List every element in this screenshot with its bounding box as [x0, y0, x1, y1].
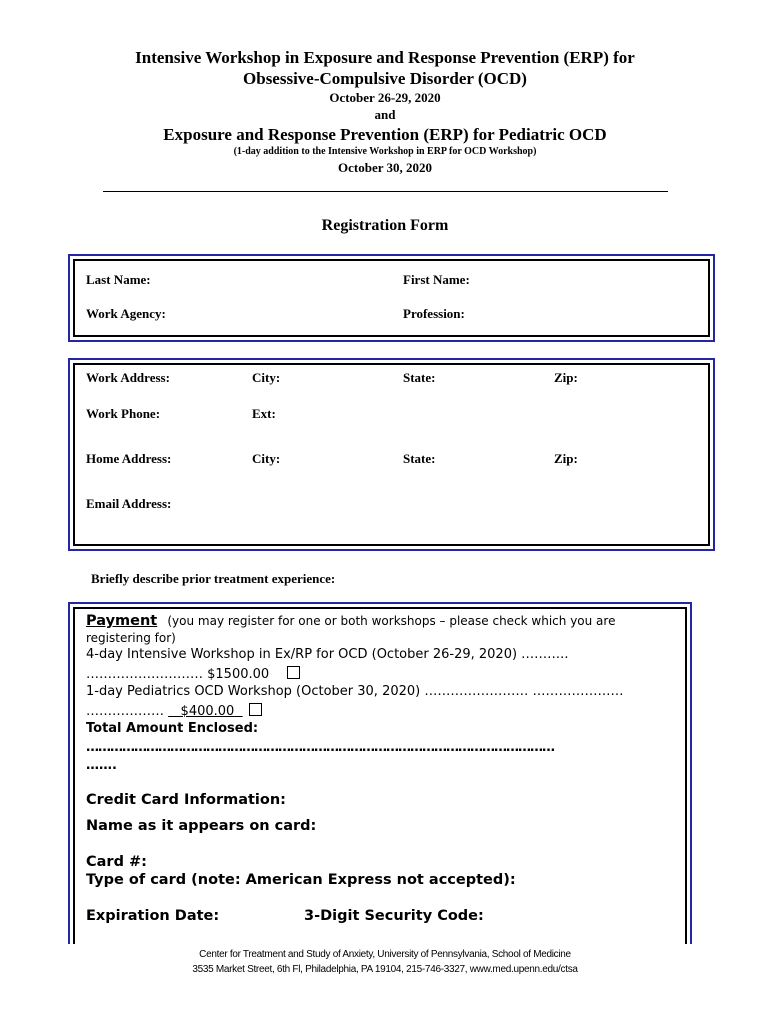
name-on-card-field[interactable]: Name as it appears on card: [86, 818, 317, 834]
workshop-subnote: (1-day addition to the Intensive Workshop in ERP for OCD Workshop) [233, 146, 537, 157]
workshop-date-1: October 26-29, 2020 [329, 90, 441, 105]
expiration-date-field[interactable]: Expiration Date: [86, 908, 220, 924]
email-address-field[interactable]: Email Address: [86, 496, 172, 511]
last-name-field[interactable]: Last Name: [86, 272, 151, 287]
total-amount-label: Total Amount Enclosed: [86, 721, 259, 736]
option2-dots: ……………… [86, 704, 169, 719]
option1-price-line [86, 666, 300, 682]
option2-price-line [86, 703, 262, 719]
option2-checkbox[interactable] [249, 703, 262, 716]
footer-address: 3535 Market Street, 6th Fl, Philadelphia, PA 19104, 215-746-3327, www.med.upenn.edu/ctsa [192, 964, 578, 975]
profession-field[interactable]: Profession: [403, 306, 465, 321]
header-divider [103, 191, 668, 192]
option2-price: $400.00 [180, 704, 235, 719]
option1-checkbox[interactable] [287, 666, 300, 679]
home-address-field[interactable]: Home Address: [86, 451, 172, 466]
workshop-title-line1: Intensive Workshop in Exposure and Response Prevention (ERP) for [135, 48, 635, 67]
card-number-field[interactable]: Card #: [86, 854, 147, 870]
home-city-field[interactable]: City: [252, 451, 281, 466]
security-code-field[interactable]: 3-Digit Security Code: [304, 908, 484, 924]
option2-description: 1-day Pediatrics OCD Workshop (October 30, 2020) …………………… ………………… [86, 684, 624, 699]
payment-hint: (you may register for one or both workshops – please check which you are [167, 614, 616, 628]
total-amount-dots[interactable]: ……………………………………………………………………………………………………… [86, 740, 554, 755]
payment-header [86, 613, 615, 629]
form-title: Registration Form [321, 217, 449, 234]
workshop-date-2: October 30, 2020 [338, 160, 432, 175]
work-address-field[interactable]: Work Address: [86, 370, 170, 385]
home-zip-field[interactable]: Zip: [554, 451, 578, 466]
and-text: and [374, 107, 396, 122]
work-zip-field[interactable]: Zip: [554, 370, 578, 385]
pediatric-workshop-title: Exposure and Response Prevention (ERP) for Pediatric OCD [163, 125, 607, 144]
work-phone-field[interactable]: Work Phone: [86, 406, 161, 421]
work-state-field[interactable]: State: [403, 370, 436, 385]
footer-institution: Center for Treatment and Study of Anxiety, University of Pennsylvania, School of Medicine [199, 949, 571, 960]
option1-description: 4-day Intensive Workshop in Ex/RP for OCD (October 26-29, 2020) ……….. [86, 647, 569, 662]
work-city-field[interactable]: City: [252, 370, 281, 385]
option1-price: ……………………… $1500.00 [86, 667, 270, 682]
home-state-field[interactable]: State: [403, 451, 436, 466]
card-type-field[interactable]: Type of card (note: American Express not accepted): [86, 872, 516, 888]
experience-prompt[interactable]: Briefly describe prior treatment experience: [91, 571, 336, 586]
payment-hint-line2: registering for) [86, 631, 176, 645]
name-section [73, 259, 710, 337]
phone-ext-field[interactable]: Ext: [252, 406, 276, 421]
work-agency-field[interactable]: Work Agency: [86, 306, 166, 321]
total-amount-dots-2: ……. [86, 758, 117, 773]
payment-title: Payment [86, 613, 158, 629]
first-name-field[interactable]: First Name: [403, 272, 470, 287]
workshop-title-line2: Obsessive-Compulsive Disorder (OCD) [243, 69, 527, 88]
credit-card-heading: Credit Card Information: [86, 792, 286, 808]
